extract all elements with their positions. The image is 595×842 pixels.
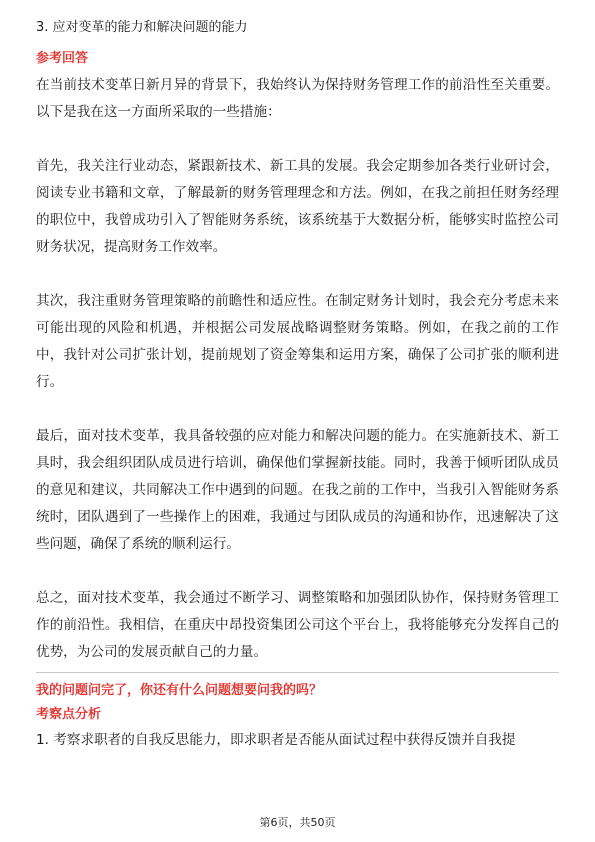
question-title: 3. 应对变革的能力和解决问题的能力 xyxy=(36,20,248,35)
section-divider xyxy=(36,672,559,673)
answer-paragraph-last: 最后，面对技术变革，我具备较强的应对能力和解决问题的能力。在实施新技术、新工具时，我会组织团队成员进行培训，确保他们掌握新技能。同时，我善于倾听团队成员的意见和建议，共同解决工作中遇到的问题。在我之前的工作中，当我引入智能财务系统时，团队遇到了一些操作上的困难，我通过与团队成员的沟通和协作，迅速解决了这些问题，确保了系统的顺利运行。 xyxy=(36,428,559,552)
reference-answer-label: 参考回答 xyxy=(36,51,89,66)
answer-paragraph-second: 其次，我注重财务管理策略的前瞻性和适应性。在制定财务计划时，我会充分考虑未来可能出现的风险和机遇，并根据公司发展战略调整财务策略。例如，在我之前的工作中，我针对公司扩张计划，提前规划了资金筹集和运用方案，确保了公司扩张的顺利进行。 xyxy=(36,293,559,390)
answer-paragraph-summary: 总之，面对技术变革，我会通过不断学习、调整策略和加强团队协作，保持财务管理工作的前沿性。我相信，在重庆中昂投资集团公司这个平台上，我将能够充分发挥自己的优势，为公司的发展贡献自己的力量。 xyxy=(36,590,559,660)
analysis-item: 1. 考察求职者的自我反思能力，即求职者是否能从面试过程中获得反馈并自我提 xyxy=(36,732,516,748)
document-page xyxy=(36,18,559,751)
answer-paragraph-intro: 在当前技术变革日新月异的背景下，我始终认为保持财务管理工作的前沿性至关重要。以下是我在这一方面所采取的一些措施： xyxy=(36,77,559,120)
answer-paragraph-first: 首先，我关注行业动态，紧跟新技术、新工具的发展。我会定期参加各类行业研讨会，阅读专业书籍和文章，了解最新的财务管理理念和方法。例如，在我之前担任财务经理的职位中，我曾成功引入了智能财务系统，该系统基于大数据分析，能够实时监控公司财务状况，提高财务工作效率。 xyxy=(36,158,559,255)
page-footer: 第6页，共50页 xyxy=(259,816,336,829)
analysis-label: 考察点分析 xyxy=(36,707,102,722)
next-question: 我的问题问完了，你还有什么问题想要问我的吗？ xyxy=(36,683,323,698)
